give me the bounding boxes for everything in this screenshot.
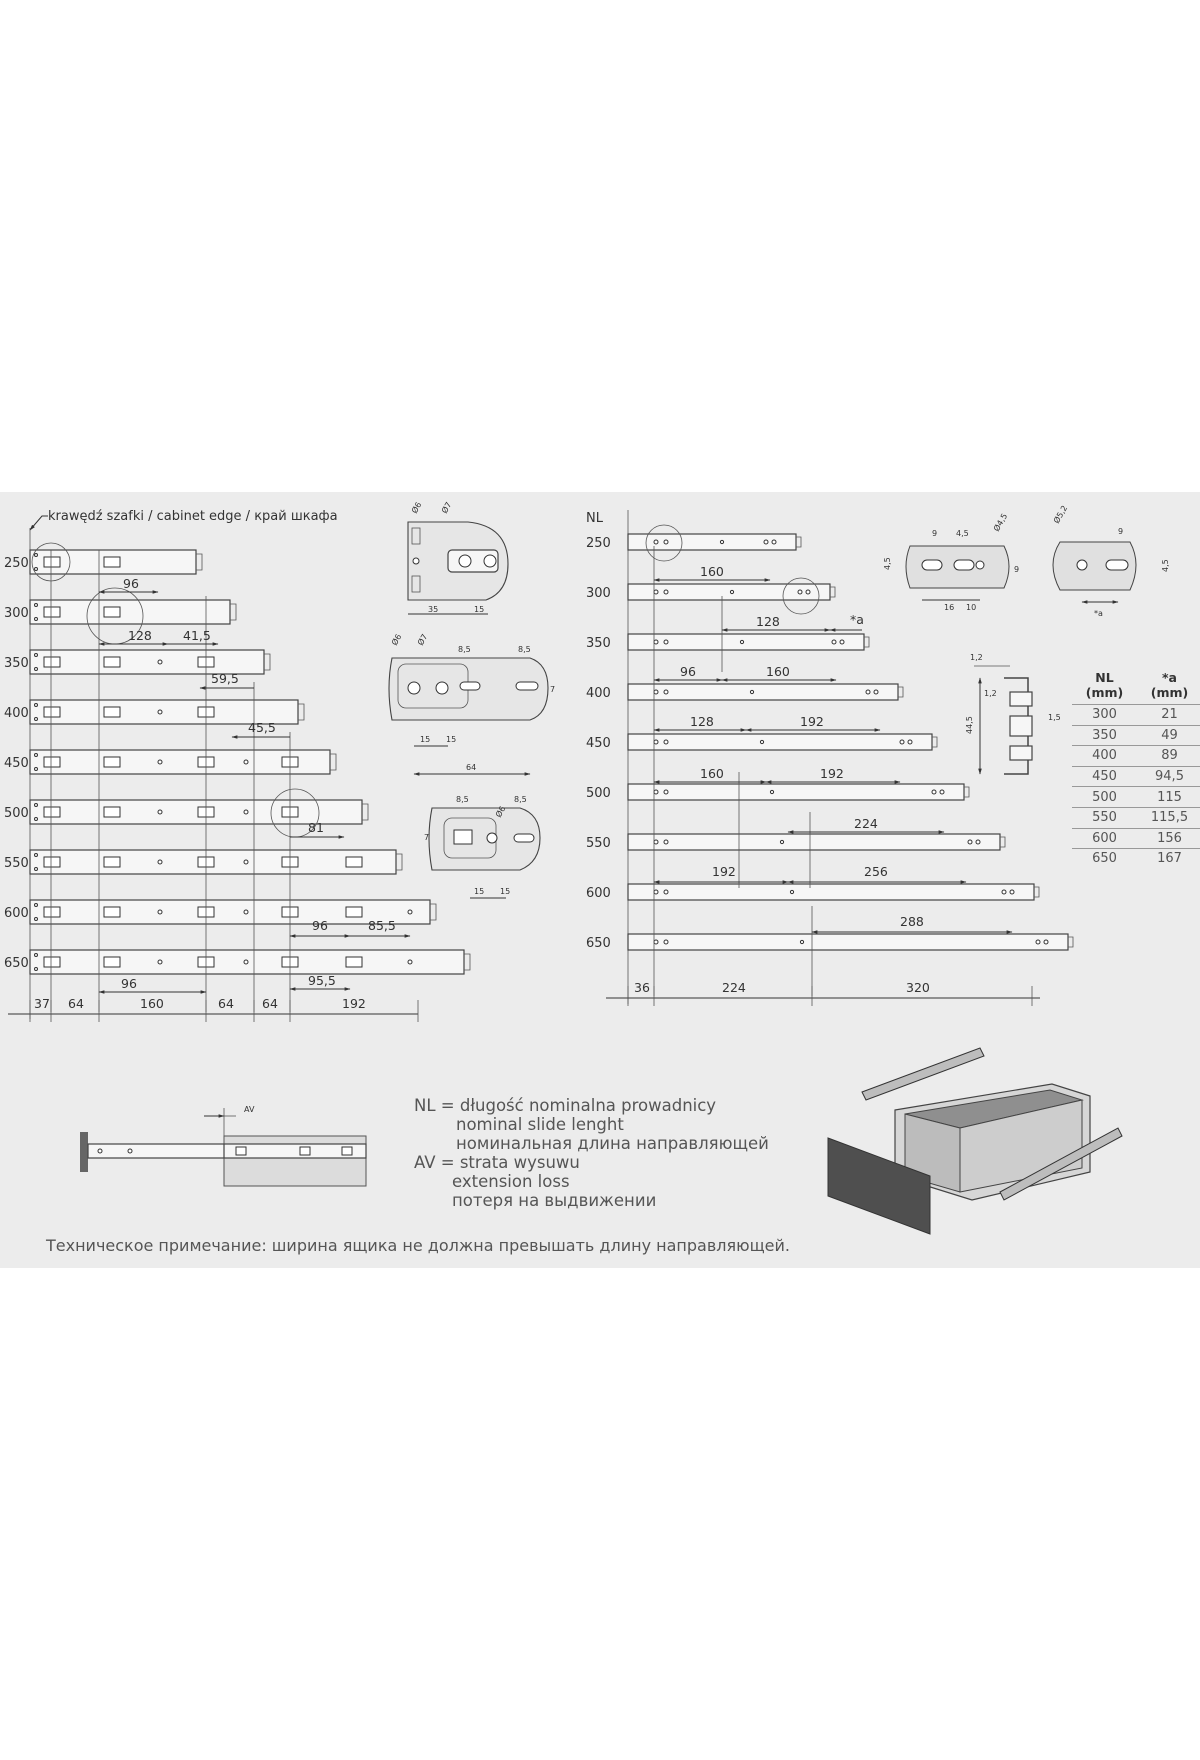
plate1-phi7: Ø7 — [439, 500, 454, 515]
cabinet-edge-label-group — [30, 509, 338, 530]
table-header-a: *a (mm) — [1150, 670, 1189, 700]
drawer-rail-650 — [628, 934, 1068, 950]
av-label: AV — [244, 1105, 255, 1114]
table-row — [1072, 725, 1200, 746]
right-row-label-300: 300 — [586, 586, 611, 601]
right-row-label-550: 550 — [586, 836, 611, 851]
table-cell-a: 94,5 — [1137, 766, 1200, 787]
rbottom-dim-320: 320 — [906, 980, 930, 995]
rdim-128a: 128 — [756, 614, 780, 629]
rdim-288: 288 — [900, 914, 924, 929]
drawer-rail-550 — [628, 834, 1000, 850]
right-row-label-450: 450 — [586, 736, 611, 751]
cabinet-edge-label: krawędź szafki / cabinet edge / край шкафа — [48, 509, 338, 524]
cabinet-slide-rails — [4, 550, 470, 974]
rbottom-dim-36: 36 — [634, 980, 650, 995]
right-row-label-350: 350 — [586, 636, 611, 651]
plate2-phi6: Ø6 — [389, 632, 404, 647]
table-row — [1072, 849, 1200, 869]
bottom-dim-64b: 64 — [218, 996, 234, 1011]
rdim-128b: 128 — [690, 714, 714, 729]
mounting-plate-detail-2 — [389, 632, 555, 774]
bottom-dim-64a: 64 — [68, 996, 84, 1011]
extension-loss-diagram — [80, 1105, 366, 1186]
table-cell-nl: 450 — [1072, 766, 1137, 787]
left-row-label-450: 450 — [4, 756, 29, 771]
plate2-dim-64: 64 — [466, 763, 477, 772]
technical-drawing-panel — [0, 492, 1200, 1268]
drawer-rail-350 — [628, 634, 864, 650]
table-row — [1072, 787, 1200, 808]
table-header-nl: NL (mm) — [1085, 670, 1124, 700]
plate2-phi7: Ø7 — [415, 632, 430, 647]
rdim-192b: 192 — [820, 766, 844, 781]
table-cell-a: 115,5 — [1137, 807, 1200, 828]
plate3-dim-8-5a: 8,5 — [456, 795, 469, 804]
dim-81: 81 — [308, 820, 324, 835]
table-cell-a: 156 — [1137, 828, 1200, 849]
hole1-dim-9: 9 — [932, 529, 938, 538]
hole1-dim-9b: 9 — [1014, 565, 1020, 574]
table-cell-nl: 550 — [1072, 807, 1137, 828]
table-cell-nl: 650 — [1072, 849, 1137, 869]
table-row — [1072, 828, 1200, 849]
table-cell-nl: 400 — [1072, 746, 1137, 767]
bottom-dim-192: 192 — [342, 996, 366, 1011]
rdim-star-a: *a — [850, 612, 864, 627]
hole-pattern-detail-2 — [1051, 504, 1170, 618]
plate2-dim-8-5b: 8,5 — [518, 645, 531, 654]
left-row-label-600: 600 — [4, 906, 29, 921]
technical-note: Техничеcкое примечание: ширина ящика не должна превышать длину направляющей. — [46, 1236, 790, 1255]
legend-av-line3: потеря на выдвижении — [452, 1191, 657, 1210]
plate3-phi6: Ø6 — [493, 804, 508, 819]
table-cell-a: 21 — [1137, 705, 1200, 726]
dim-96b: 96 — [312, 918, 328, 933]
left-row-label-500: 500 — [4, 806, 29, 821]
drawer-slide-rails — [586, 534, 1073, 951]
table-row — [1072, 807, 1200, 828]
drawer-rail-450 — [628, 734, 932, 750]
mounting-plate-detail-1 — [408, 500, 508, 614]
dim-45-5: 45,5 — [248, 720, 276, 735]
left-row-label-300: 300 — [4, 606, 29, 621]
right-alignment-lines — [654, 546, 812, 996]
dim-59-5: 59,5 — [211, 671, 239, 686]
hole2-dim-4-5: 4,5 — [1161, 559, 1170, 572]
plate3-dim-15a: 15 — [474, 887, 485, 896]
profile-dim-1-2b: 1,2 — [984, 689, 997, 698]
plate1-dim-35: 35 — [428, 605, 439, 614]
plate1-dim-15: 15 — [474, 605, 485, 614]
table-cell-a: 49 — [1137, 725, 1200, 746]
right-row-label-500: 500 — [586, 786, 611, 801]
rdim-256: 256 — [864, 864, 888, 879]
left-row-label-550: 550 — [4, 856, 29, 871]
dim-85-5: 85,5 — [368, 918, 396, 933]
plate2-dim-8-5a: 8,5 — [458, 645, 471, 654]
profile-dim-1-5: 1,5 — [1048, 713, 1061, 722]
slide-profile-section — [965, 653, 1061, 774]
hole-pattern-detail-1 — [883, 512, 1019, 612]
hole1-phi4-5: Ø4,5 — [991, 512, 1010, 533]
rdim-160a: 160 — [700, 564, 724, 579]
rdim-160c: 160 — [700, 766, 724, 781]
dim-128: 128 — [128, 628, 152, 643]
plate3-dim-15b: 15 — [500, 887, 511, 896]
left-row-label-250: 250 — [4, 556, 29, 571]
rdim-192c: 192 — [712, 864, 736, 879]
drawer-illustration — [828, 1048, 1122, 1234]
profile-dim-44-5: 44,5 — [965, 716, 974, 734]
plate3-dim-8-5b: 8,5 — [514, 795, 527, 804]
hole2-phi5-2: Ø5,2 — [1051, 504, 1070, 525]
bottom-dim-37: 37 — [34, 996, 50, 1011]
plate1-phi6: Ø6 — [409, 500, 424, 515]
bottom-dim-160: 160 — [140, 996, 164, 1011]
hole2-dim-a: *a — [1094, 609, 1103, 618]
legend — [414, 1096, 769, 1210]
rdim-224a: 224 — [854, 816, 878, 831]
dim-41-5: 41,5 — [183, 628, 211, 643]
plate2-dim-15b: 15 — [446, 735, 457, 744]
rdim-160b: 160 — [766, 664, 790, 679]
drawer-rail-250 — [628, 534, 796, 550]
table-cell-nl: 350 — [1072, 725, 1137, 746]
nl-axis-label: NL — [586, 511, 603, 526]
mounting-plate-detail-3 — [424, 795, 540, 898]
table-row — [1072, 705, 1200, 726]
nl-a-table — [1072, 668, 1200, 869]
rdim-96: 96 — [680, 664, 696, 679]
hole2-dim-9: 9 — [1118, 527, 1124, 536]
table-row — [1072, 746, 1200, 767]
right-row-label-400: 400 — [586, 686, 611, 701]
table-row — [1072, 766, 1200, 787]
legend-nl-line1: NL = długość nominalna prowadnicy — [414, 1096, 717, 1115]
profile-dim-1-2a: 1,2 — [970, 653, 983, 662]
right-row-label-600: 600 — [586, 886, 611, 901]
left-row-label-400: 400 — [4, 706, 29, 721]
table-cell-a: 167 — [1137, 849, 1200, 869]
hole1-dim-4-5a: 4,5 — [956, 529, 969, 538]
plate2-dim-7: 7 — [550, 685, 556, 694]
table-cell-nl: 500 — [1072, 787, 1137, 808]
right-row-label-250: 250 — [586, 536, 611, 551]
legend-av-line1: AV = strata wysuwu — [414, 1153, 580, 1172]
dim-96a: 96 — [123, 576, 139, 591]
table-cell-a: 115 — [1137, 787, 1200, 808]
hole1-dim-10: 10 — [966, 603, 977, 612]
rbottom-dim-224: 224 — [722, 980, 746, 995]
hole1-dim-4-5b: 4,5 — [883, 557, 892, 570]
legend-nl-line3: номинальная длина направляющей — [456, 1134, 769, 1153]
dim-96c: 96 — [121, 976, 137, 991]
table-cell-nl: 300 — [1072, 705, 1137, 726]
legend-av-line2: extension loss — [452, 1172, 570, 1191]
dim-95-5: 95,5 — [308, 973, 336, 988]
left-row-label-650: 650 — [4, 956, 29, 971]
rdim-192a: 192 — [800, 714, 824, 729]
legend-nl-line2: nominal slide lenght — [456, 1115, 624, 1134]
plate2-dim-15a: 15 — [420, 735, 431, 744]
table-cell-a: 89 — [1137, 746, 1200, 767]
right-row-label-650: 650 — [586, 936, 611, 951]
drawer-rail-500 — [628, 784, 964, 800]
bottom-dim-64c: 64 — [262, 996, 278, 1011]
hole1-dim-16: 16 — [944, 603, 955, 612]
plate3-dim-7: 7 — [424, 833, 430, 842]
left-row-label-350: 350 — [4, 656, 29, 671]
drawer-rail-600 — [628, 884, 1034, 900]
table-cell-nl: 600 — [1072, 828, 1137, 849]
